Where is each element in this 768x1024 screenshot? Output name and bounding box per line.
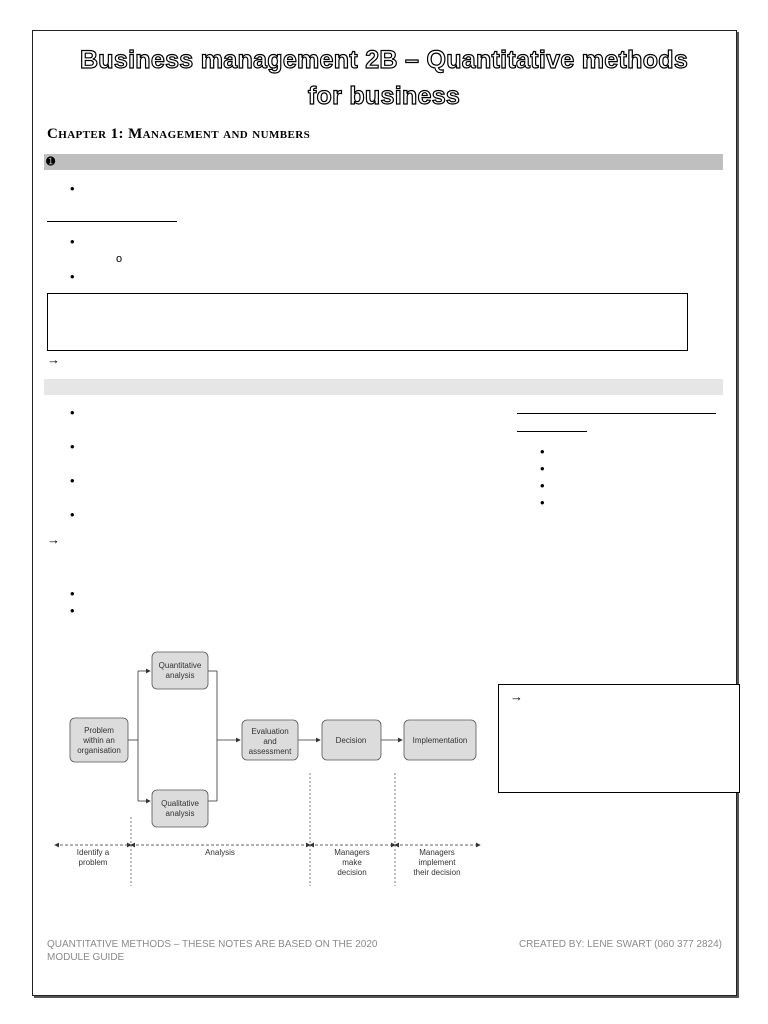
bullet: •: [70, 473, 75, 488]
section-2-bar: [44, 379, 723, 395]
diagram-node-problem: [70, 718, 128, 762]
bullet: •: [70, 181, 75, 196]
bullet: •: [70, 586, 75, 601]
diagram-node-qualitative: [152, 790, 208, 827]
stage-managers-decide: Managers make decision: [334, 848, 370, 877]
bullet: •: [540, 461, 545, 476]
diagram-label: Evaluation: [251, 727, 289, 736]
bullet: •: [540, 444, 545, 459]
definition-box: [47, 293, 688, 351]
bullet: •: [70, 269, 75, 284]
svg-text:Decision: [336, 736, 367, 745]
footer-left-line-2: MODULE GUIDE: [47, 952, 125, 963]
diagram-label: and: [263, 737, 277, 746]
page-title-line-1: Business management 2B – Quantitative methods: [79, 46, 689, 74]
diagram-label: organisation: [77, 746, 121, 755]
diagram-label: within an: [83, 736, 115, 745]
diagram-label: Qualitative: [161, 799, 199, 808]
diagram-label: analysis: [165, 671, 195, 680]
bullet: •: [540, 478, 545, 493]
note-box: [498, 684, 740, 793]
underline-blank: [47, 221, 177, 222]
diagram-node-quantitative: [152, 652, 208, 689]
diagram-label: assessment: [248, 747, 292, 756]
diagram-label: Quantitative: [158, 661, 202, 670]
arrow-note: →: [47, 532, 60, 547]
footer-left: [47, 938, 377, 964]
diagram-label: analysis: [165, 809, 195, 818]
diagram-node-decision: [322, 720, 381, 760]
stage-analysis: Analysis: [205, 848, 235, 857]
svg-text:Qualitativeanalysis: [161, 799, 199, 818]
diagram-node-evaluation: [242, 720, 298, 760]
underline-blank: [517, 413, 716, 414]
underline-blank: [517, 431, 587, 432]
page-title-line-2: for business: [307, 82, 461, 110]
diagram-label: Problem: [84, 726, 114, 735]
decision-process-diagram: [40, 640, 490, 890]
footer-left-line-1: QUANTITATIVE METHODS – THESE NOTES ARE BASED ON THE 2020: [47, 939, 378, 950]
bullet: •: [540, 495, 545, 510]
stage-managers-implement: Managers implement their decision: [413, 848, 461, 877]
stage-identify: Identify a problem: [76, 848, 110, 867]
sub-bullet: o: [116, 253, 123, 265]
bullet: •: [70, 405, 75, 420]
bullet: •: [70, 507, 75, 522]
diagram-label: Implementation: [412, 736, 468, 745]
arrow-note: →: [47, 352, 60, 367]
section-1-bar: [44, 154, 723, 170]
chapter-heading: Chapter 1: Management and numbers: [47, 126, 311, 142]
bullet: •: [70, 603, 75, 618]
footer-right: CREATED BY: LENE SWART (060 377 2824): [518, 939, 722, 950]
diagram-label: Decision: [335, 736, 367, 745]
bullet: •: [70, 439, 75, 454]
section-1-number: ➊: [46, 156, 56, 168]
bullet: •: [70, 234, 75, 249]
diagram-node-implementation: [404, 720, 476, 760]
svg-text:Implementation: [413, 736, 468, 745]
arrow-note: →: [510, 689, 523, 704]
